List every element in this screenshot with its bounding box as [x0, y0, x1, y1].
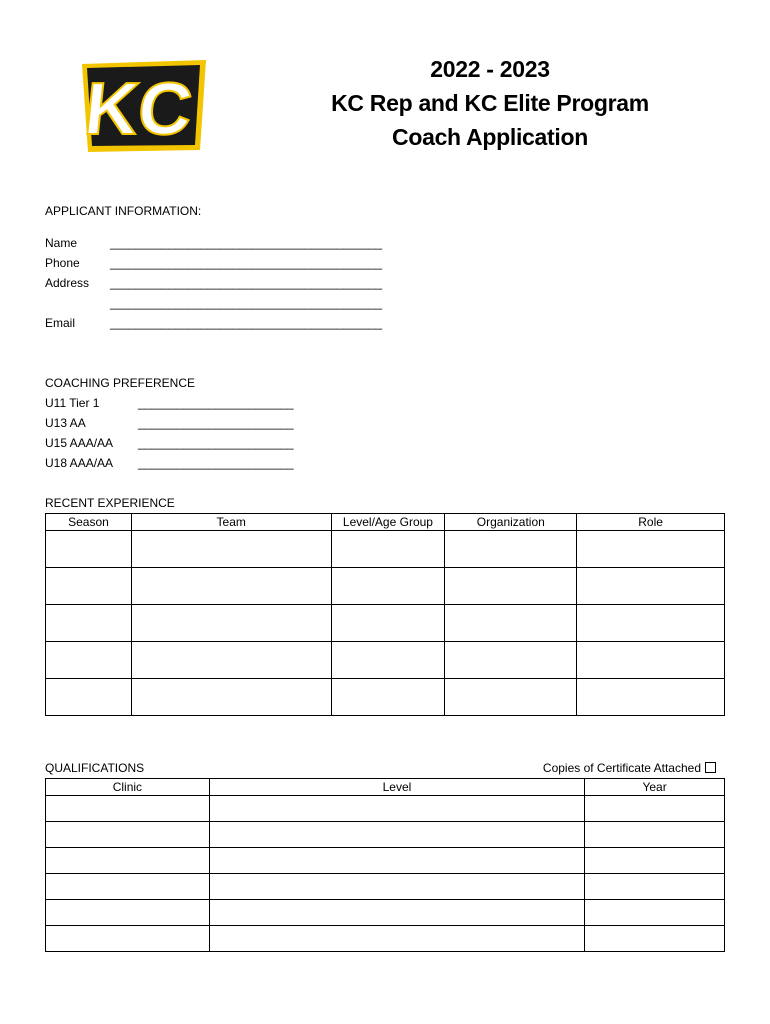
table-row [46, 822, 725, 848]
experience-cell[interactable] [577, 605, 725, 642]
page-title [300, 52, 680, 154]
experience-cell[interactable] [445, 679, 577, 716]
experience-column-header: Season [46, 514, 132, 531]
experience-cell[interactable] [46, 568, 132, 605]
logo-text: KC [80, 67, 197, 150]
qualifications-cell[interactable] [46, 796, 210, 822]
qualifications-column-header: Level [209, 779, 584, 796]
table-row [46, 796, 725, 822]
qualifications-cell[interactable] [585, 874, 725, 900]
experience-column-header: Team [131, 514, 331, 531]
applicant-field-blank[interactable]: __________________________________________ [110, 276, 382, 290]
experience-cell[interactable] [131, 642, 331, 679]
title-season: 2022 - 2023 [430, 56, 550, 82]
certificate-attached[interactable] [490, 761, 716, 775]
table-row [46, 531, 725, 568]
experience-cell[interactable] [131, 568, 331, 605]
experience-cell[interactable] [331, 605, 445, 642]
qualifications-column-header: Clinic [46, 779, 210, 796]
experience-cell[interactable] [46, 531, 132, 568]
experience-table [45, 513, 725, 716]
qualifications-cell[interactable] [585, 848, 725, 874]
experience-cell[interactable] [445, 642, 577, 679]
experience-cell[interactable] [331, 642, 445, 679]
experience-cell[interactable] [577, 679, 725, 716]
experience-cell[interactable] [46, 605, 132, 642]
kc-logo [78, 56, 210, 156]
experience-column-header: Level/Age Group [331, 514, 445, 531]
title-form-name: Coach Application [392, 124, 588, 150]
experience-cell[interactable] [331, 568, 445, 605]
qualifications-cell[interactable] [46, 874, 210, 900]
coaching-option-label: U11 Tier 1 [45, 396, 100, 410]
coaching-heading: COACHING PREFERENCE [45, 376, 196, 390]
applicant-field-label: Email [45, 316, 76, 330]
experience-cell[interactable] [131, 679, 331, 716]
qualifications-cell[interactable] [209, 822, 584, 848]
coaching-option-label: U15 AAA/AA [45, 436, 114, 450]
coaching-option-label: U18 AAA/AA [45, 456, 114, 470]
applicant-field-label: Name [45, 236, 78, 250]
experience-cell[interactable] [131, 605, 331, 642]
qualifications-column-header: Year [585, 779, 725, 796]
coaching-option-label: U13 AA [45, 416, 86, 430]
qualifications-cell[interactable] [46, 822, 210, 848]
experience-cell[interactable] [331, 531, 445, 568]
applicant-field-blank[interactable]: __________________________________________ [110, 316, 382, 330]
qualifications-cell[interactable] [209, 926, 584, 952]
coaching-option-blank[interactable]: ________________________ [138, 396, 294, 410]
experience-cell[interactable] [46, 679, 132, 716]
experience-cell[interactable] [577, 531, 725, 568]
applicant-field-blank[interactable]: __________________________________________ [110, 236, 382, 250]
qualifications-table [45, 778, 725, 952]
qualifications-cell[interactable] [585, 796, 725, 822]
experience-cell[interactable] [445, 605, 577, 642]
experience-heading: RECENT EXPERIENCE [45, 496, 175, 510]
experience-column-header: Organization [445, 514, 577, 531]
table-row [46, 900, 725, 926]
applicant-field-blank[interactable]: __________________________________________ [110, 296, 382, 310]
coaching-option-blank[interactable]: ________________________ [138, 416, 294, 430]
applicant-heading: APPLICANT INFORMATION: [45, 204, 202, 218]
qualifications-cell[interactable] [209, 848, 584, 874]
qualifications-cell[interactable] [209, 796, 584, 822]
coaching-option-blank[interactable]: ________________________ [138, 436, 294, 450]
qualifications-cell[interactable] [46, 848, 210, 874]
qualifications-cell[interactable] [585, 900, 725, 926]
qualifications-cell[interactable] [209, 874, 584, 900]
qualifications-cell[interactable] [46, 900, 210, 926]
coaching-option-blank[interactable]: ________________________ [138, 456, 294, 470]
qualifications-cell[interactable] [46, 926, 210, 952]
qualifications-heading: QUALIFICATIONS [45, 761, 145, 775]
title-program: KC Rep and KC Elite Program [331, 90, 649, 116]
qualifications-cell[interactable] [585, 822, 725, 848]
table-row [46, 926, 725, 952]
qualifications-cell[interactable] [585, 926, 725, 952]
table-row [46, 679, 725, 716]
experience-cell[interactable] [577, 568, 725, 605]
applicant-field-label: Address [45, 276, 90, 290]
experience-cell[interactable] [445, 568, 577, 605]
table-row [46, 605, 725, 642]
experience-cell[interactable] [445, 531, 577, 568]
table-row [46, 848, 725, 874]
table-row [46, 642, 725, 679]
experience-cell[interactable] [331, 679, 445, 716]
certificate-checkbox[interactable] [705, 762, 716, 773]
certificate-label: Copies of Certificate Attached [542, 761, 701, 775]
experience-column-header: Role [577, 514, 725, 531]
qualifications-cell[interactable] [209, 900, 584, 926]
applicant-field-label: Phone [45, 256, 80, 270]
table-row [46, 568, 725, 605]
experience-cell[interactable] [131, 531, 331, 568]
table-row [46, 874, 725, 900]
experience-cell[interactable] [577, 642, 725, 679]
applicant-field-blank[interactable]: __________________________________________ [110, 256, 382, 270]
experience-cell[interactable] [46, 642, 132, 679]
